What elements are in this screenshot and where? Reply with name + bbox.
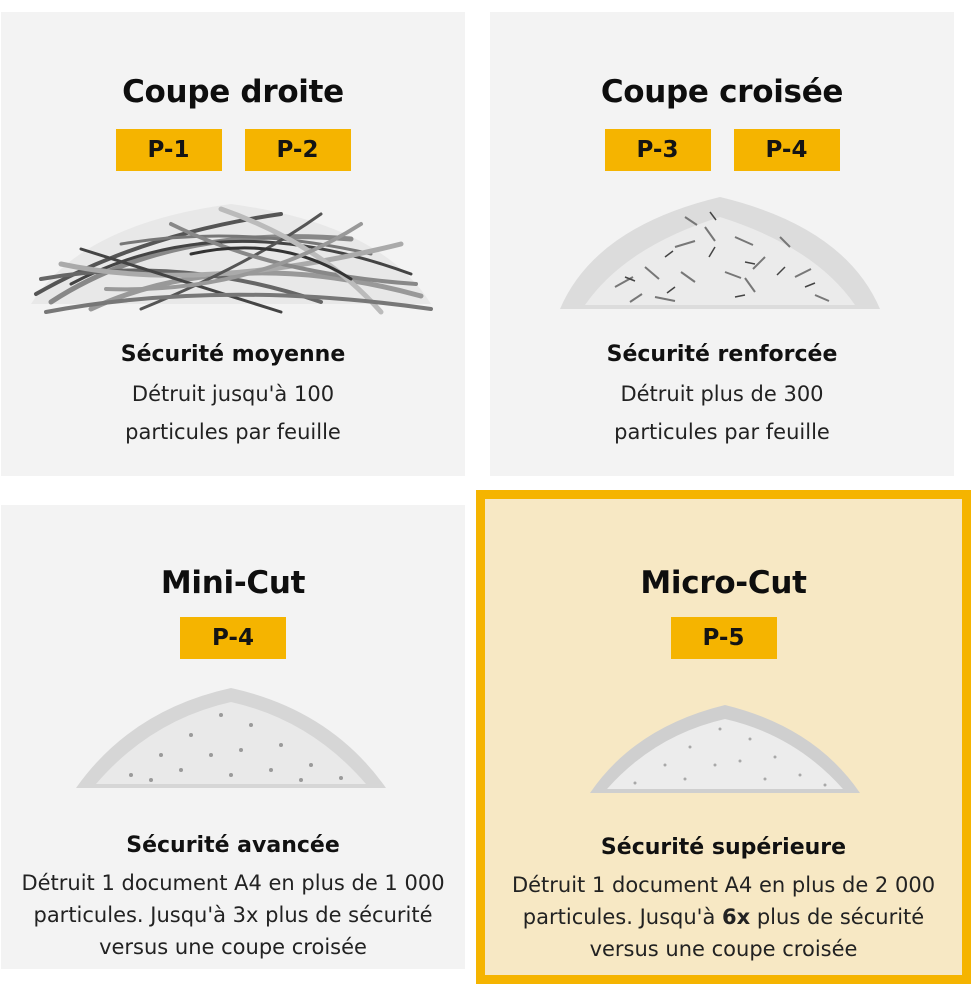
badge-p4: P-4 (180, 617, 286, 659)
mini-cut-shred-pile-image (71, 680, 391, 795)
card-title: Micro-Cut (640, 565, 807, 601)
badge-p2: P-2 (245, 129, 351, 171)
card-mini-cut (1, 505, 465, 969)
badge-group (485, 617, 962, 659)
card-title: Coupe croisée (600, 74, 844, 110)
desc-line: particules par feuille (125, 420, 341, 444)
micro-cut-shred-pile-image (585, 697, 865, 799)
desc-line: Détruit plus de 300 (620, 382, 824, 406)
badge-p1: P-1 (116, 129, 222, 171)
security-level: Sécurité moyenne (120, 342, 346, 367)
description (485, 869, 962, 965)
desc-line: Détruit jusqu'à 100 (131, 382, 335, 406)
description (1, 867, 465, 963)
description (490, 378, 954, 448)
desc-line: versus une coupe croisée (589, 937, 858, 961)
card-title: Coupe droite (122, 74, 344, 110)
desc-line: versus une coupe croisée (99, 935, 367, 959)
badge-group (1, 129, 465, 171)
badge-p3: P-3 (605, 129, 711, 171)
card-micro-cut (476, 490, 971, 984)
badge-group (1, 617, 465, 659)
badge-p4: P-4 (734, 129, 840, 171)
card-coupe-croisee (490, 12, 954, 476)
security-level: Sécurité renforcée (606, 342, 838, 367)
card-coupe-droite (1, 12, 465, 476)
desc-line: Détruit 1 document A4 en plus de 2 000 (511, 873, 936, 897)
desc-text: particules. Jusqu'à (522, 905, 722, 929)
desc-line: particules par feuille (614, 420, 830, 444)
cross-cut-shred-pile-image (555, 187, 885, 317)
security-level: Sécurité supérieure (600, 835, 847, 860)
desc-line (485, 901, 962, 933)
card-title: Mini-Cut (160, 565, 306, 601)
security-level: Sécurité avancée (126, 833, 340, 858)
desc-line: particules. Jusqu'à 3x plus de sécurité (33, 903, 433, 927)
desc-emphasis: 6x (722, 905, 751, 929)
description (1, 378, 465, 448)
badge-group (490, 129, 954, 171)
desc-text: plus de sécurité (750, 905, 925, 929)
badge-p5: P-5 (671, 617, 777, 659)
strip-shred-pile-image (21, 184, 441, 324)
desc-line: Détruit 1 document A4 en plus de 1 000 (21, 871, 445, 895)
